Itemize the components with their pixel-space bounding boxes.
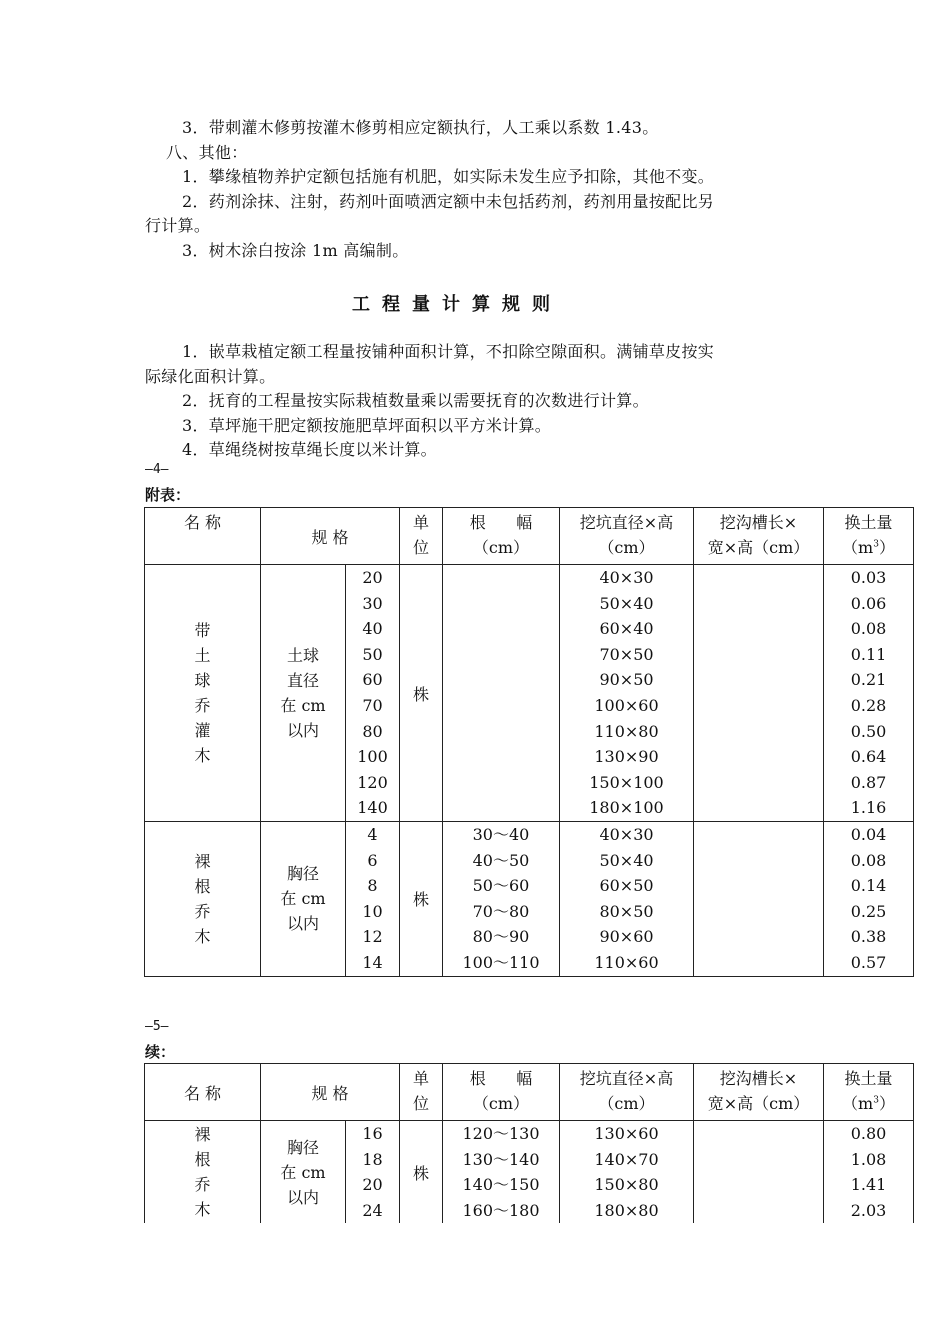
t2-header-pit: 挖坑直径×高 （cm） [560, 1064, 694, 1121]
rule-1a: 1．嵌草栽植定额工程量按铺种面积计算，不扣除空隙面积。满铺草皮按实 [182, 342, 715, 361]
spec-line: 以内 [286, 914, 319, 934]
t2-header-root: 根 幅 （cm） [443, 1064, 560, 1121]
pit-cell: 150×100 [589, 772, 664, 792]
intro-line-1: 3．带刺灌木修剪按灌木修剪相应定额执行，人工乘以系数 1.43。 [182, 118, 659, 137]
page-number-5: —5— [145, 1019, 169, 1034]
root-cell: 70～80 [472, 901, 530, 921]
group2-unit: 株 [400, 822, 443, 977]
pit-cell: 70×50 [599, 644, 654, 664]
soil-cell: 0.14 [850, 876, 887, 896]
header-trench: 挖沟槽长× 宽×高（cm） [694, 508, 824, 565]
pit-cell: 50×40 [599, 850, 654, 870]
table-row-bareroot [145, 822, 914, 977]
size-cell: 18 [362, 1149, 383, 1169]
size-cell: 60 [362, 670, 383, 690]
t2-header-trench: 挖沟槽长× 宽×高（cm） [694, 1064, 824, 1121]
soil-cell: 0.25 [850, 901, 887, 921]
spec-line: 土球 [286, 646, 319, 665]
root-cell: 120～130 [462, 1124, 540, 1143]
appendix-label: 附表： [145, 486, 191, 504]
size-cell: 40 [362, 619, 383, 639]
pit-cell: 140×70 [594, 1149, 659, 1169]
spec-line: 直径 [286, 671, 319, 690]
soil-cell: 0.11 [850, 644, 887, 664]
size-cell: 80 [362, 721, 383, 741]
spec-line: 在 cm [280, 889, 326, 909]
rule-4: 4．草绳绕树按草绳长度以米计算。 [182, 440, 437, 459]
group2-sizes [346, 822, 400, 977]
group1-name [145, 565, 261, 822]
t2-unit: 株 [400, 1121, 443, 1224]
table2-row-bareroot [145, 1121, 914, 1224]
soil-cell: 0.28 [850, 695, 887, 715]
group-name-char: 带 [194, 621, 211, 640]
t2-name [145, 1121, 261, 1224]
table-row-balled [145, 565, 914, 822]
size-cell: 10 [362, 901, 383, 921]
header-pit: 挖坑直径×高 （cm） [560, 508, 694, 565]
root-cell: 140～150 [462, 1175, 540, 1195]
size-cell: 140 [357, 798, 388, 818]
pit-cell: 130×60 [594, 1124, 659, 1143]
group2-pits [560, 822, 694, 977]
soil-cell: 1.41 [850, 1175, 887, 1195]
pit-cell: 50×40 [599, 593, 654, 613]
t2-sizes [346, 1121, 400, 1224]
soil-cell: 0.50 [850, 721, 887, 741]
size-cell: 12 [362, 927, 383, 947]
soil-cell: 0.80 [850, 1124, 887, 1143]
pit-cell: 130×90 [594, 747, 659, 767]
t2-roots [443, 1121, 560, 1224]
group-name-char: 灌 [194, 721, 211, 740]
group-name-char: 乔 [194, 1175, 211, 1195]
continued-table [144, 1063, 914, 1223]
table-header-row [145, 508, 914, 565]
group-name-char: 木 [194, 746, 211, 765]
header-name: 名 称 [145, 508, 261, 565]
header-root: 根 幅 （cm） [443, 508, 560, 565]
group2-trench [694, 822, 824, 977]
size-cell: 20 [362, 568, 383, 587]
root-cell: 50～60 [472, 876, 530, 896]
soil-cell: 0.06 [850, 593, 887, 613]
group-name-char: 木 [194, 1200, 211, 1220]
root-cell: 100～110 [462, 952, 540, 972]
table2-header-row [145, 1064, 914, 1121]
size-cell: 120 [357, 772, 388, 792]
group-name-char: 乔 [194, 696, 211, 715]
soil-cell: 0.87 [850, 772, 887, 792]
soil-cell: 0.03 [850, 568, 887, 587]
spec-line: 胸径 [286, 864, 319, 884]
group-name-char: 裸 [194, 851, 211, 871]
pit-cell: 40×30 [599, 825, 654, 844]
pit-cell: 110×60 [594, 952, 659, 972]
t2-trench [694, 1121, 824, 1224]
intro-line-2: 八、其他： [166, 143, 248, 162]
soil-cell: 0.08 [850, 619, 887, 639]
appendix-table [144, 507, 914, 977]
group1-soil [824, 565, 914, 822]
group1-spec [261, 565, 346, 822]
group-name-char: 球 [194, 671, 211, 690]
rule-2: 2．抚育的工程量按实际栽植数量乘以需要抚育的次数进行计算。 [182, 391, 649, 410]
pit-cell: 60×40 [599, 619, 654, 639]
header-unit: 单 位 [400, 508, 443, 565]
size-cell: 50 [362, 644, 383, 664]
t2-spec [261, 1121, 346, 1224]
t2-header-spec: 规 格 [261, 1064, 400, 1121]
page-number-4: —4— [145, 462, 169, 477]
spec-line: 胸径 [286, 1137, 319, 1157]
size-cell: 4 [367, 825, 378, 844]
header-soil: 换土量 $(m^3)$ [824, 508, 914, 565]
intro-line-4b: 行计算。 [145, 216, 211, 235]
group-name-char: 根 [194, 1150, 211, 1170]
soil-cell: 2.03 [850, 1200, 887, 1220]
size-cell: 100 [357, 747, 388, 767]
root-cell: 30～40 [472, 825, 530, 844]
pit-cell: 100×60 [594, 695, 659, 715]
soil-cell: 0.38 [850, 927, 887, 947]
spec-line: 以内 [286, 1187, 319, 1207]
group1-pits [560, 565, 694, 822]
soil-cell: 0.57 [850, 952, 887, 972]
pit-cell: 80×50 [599, 901, 654, 921]
soil-cell: 0.64 [850, 747, 887, 767]
pit-cell: 90×50 [599, 670, 654, 690]
group1-sizes [346, 565, 400, 822]
size-cell: 24 [362, 1200, 383, 1220]
group-name-char: 根 [194, 876, 211, 896]
size-cell: 20 [362, 1175, 383, 1195]
group2-soil [824, 822, 914, 977]
t2-pits [560, 1121, 694, 1224]
size-cell: 16 [362, 1124, 383, 1143]
spec-line: 在 cm [280, 696, 326, 715]
continued-label: 续： [145, 1043, 176, 1061]
soil-cell: 0.04 [850, 825, 887, 844]
root-cell: 130～140 [462, 1149, 540, 1169]
group2-roots [443, 822, 560, 977]
pit-cell: 40×30 [599, 568, 654, 587]
pit-cell: 180×100 [589, 798, 664, 818]
intro-line-4a: 2．药剂涂抹、注射，药剂叶面喷洒定额中未包括药剂，药剂用量按配比另 [182, 192, 715, 211]
group-name-char: 乔 [194, 901, 211, 921]
group1-roots [443, 565, 560, 822]
size-cell: 6 [367, 850, 378, 870]
spec-line: 以内 [286, 721, 319, 740]
t2-soil [824, 1121, 914, 1224]
group-name-char: 木 [194, 926, 211, 946]
soil-cell: 1.16 [850, 798, 887, 818]
pit-cell: 60×50 [599, 876, 654, 896]
header-spec: 规 格 [261, 508, 400, 565]
spec-line: 在 cm [280, 1162, 326, 1182]
size-cell: 70 [362, 695, 383, 715]
pit-cell: 150×80 [594, 1175, 659, 1195]
size-cell: 8 [367, 876, 378, 896]
soil-cell: 1.08 [850, 1149, 887, 1169]
group-name-char: 裸 [194, 1125, 211, 1145]
root-cell: 80～90 [472, 927, 530, 947]
soil-cell: 0.08 [850, 850, 887, 870]
root-cell: 40～50 [472, 850, 530, 870]
pit-cell: 110×80 [594, 721, 659, 741]
soil-cell: 0.21 [850, 670, 887, 690]
size-cell: 30 [362, 593, 383, 613]
intro-line-3: 1．攀缘植物养护定额包括施有机肥，如实际未发生应予扣除，其他不变。 [182, 167, 715, 186]
t2-header-unit: 单 位 [400, 1064, 443, 1121]
group2-spec [261, 822, 346, 977]
pit-cell: 180×80 [594, 1200, 659, 1220]
t2-header-name: 名 称 [145, 1064, 261, 1121]
group1-unit: 株 [400, 565, 443, 822]
root-cell: 160～180 [462, 1200, 540, 1220]
group1-trench [694, 565, 824, 822]
rule-1b: 际绿化面积计算。 [145, 367, 276, 386]
pit-cell: 90×60 [599, 927, 654, 947]
t2-header-soil: 换土量 $(m^3)$ [824, 1064, 914, 1121]
intro-line-5: 3．树木涂白按涂 1m 高编制。 [182, 241, 409, 260]
group-name-char: 土 [194, 646, 211, 665]
size-cell: 14 [362, 952, 383, 972]
section-title: 工程量计算规则 [352, 294, 562, 315]
rule-3: 3．草坪施干肥定额按施肥草坪面积以平方米计算。 [182, 416, 552, 435]
group2-name [145, 822, 261, 977]
